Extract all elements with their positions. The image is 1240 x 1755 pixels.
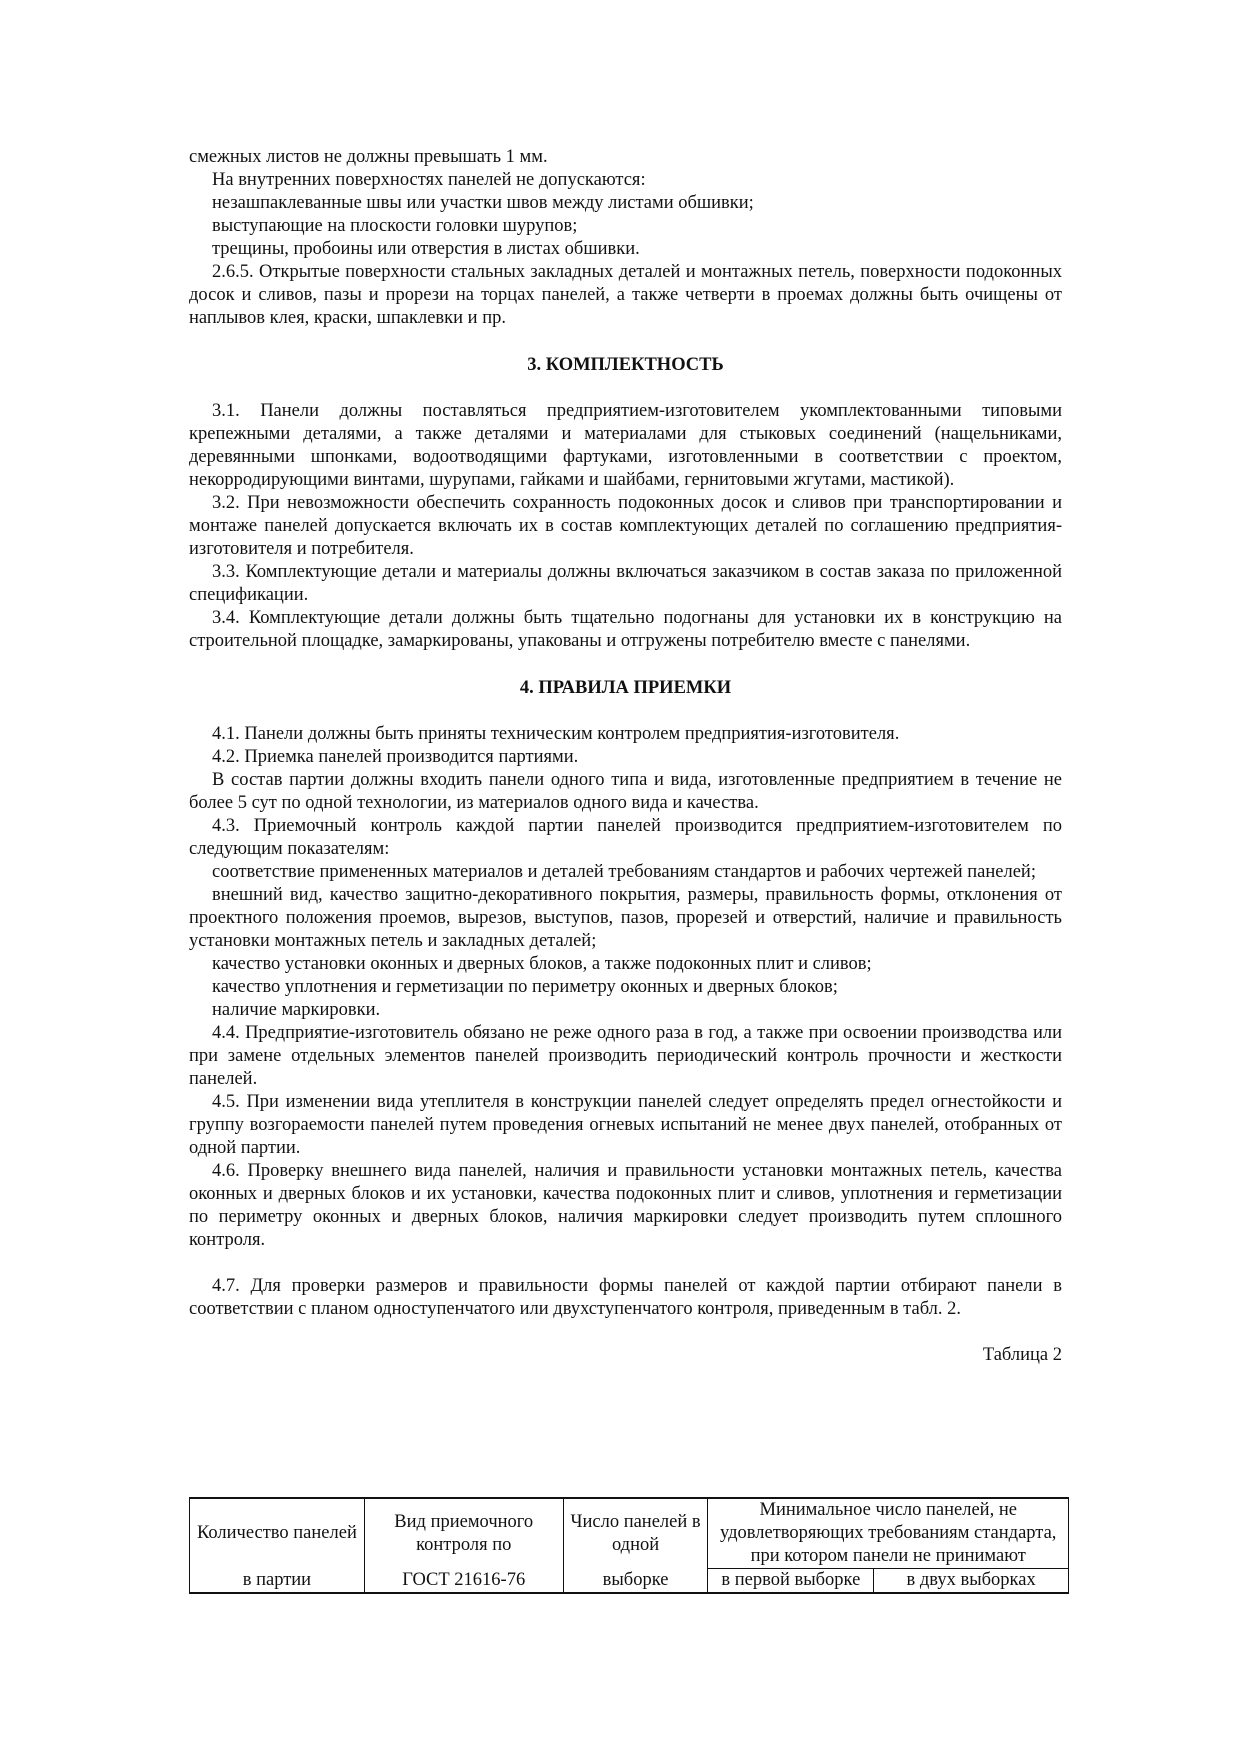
paragraph: 3.3. Комплектующие детали и материалы должны включаться заказчиком в состав заказа по приложенной спецификации. xyxy=(189,562,1062,605)
list-item: качество уплотнения и герметизации по периметру оконных и дверных блоков; xyxy=(212,977,838,997)
paragraph: 4.3. Приемочный контроль каждой партии панелей производится предприятием-изготовителем по следующим показателям: xyxy=(189,816,1062,859)
list-item: внешний вид, качество защитно-декоративного покрытия, размеры, правильность формы, отклонения от проектного положения проемов, вырезов, выступов, пазов, прорезей и отверстий, наличие и правильность установки монтажных петель и закладных деталей; xyxy=(189,885,1062,951)
list-item: качество установки оконных и дверных блоков, а также подоконных плит и сливов; xyxy=(212,954,872,974)
section-title-4: 4. ПРАВИЛА ПРИЕМКИ xyxy=(519,678,732,698)
paragraph: 3.4. Комплектующие детали должны быть тщательно подогнаны для установки их в конструкцию на строительной площадке, замаркированы, упакованы и отгружены потребителю вместе с панелями. xyxy=(189,608,1062,651)
table-header-cell: в двух выборках xyxy=(874,1569,1069,1594)
table-header-cell: выборке xyxy=(563,1569,708,1594)
paragraph: 2.6.5. Открытые поверхности стальных закладных деталей и монтажных петель, поверхности подоконных досок и сливов, пазы и прорези на торцах панелей, а также четверти в проемах должны быть очищены от наплывов клея, краски, шпаклевки и пр. xyxy=(189,262,1062,328)
list-item: соответствие примененных материалов и деталей требованиям стандартов и рабочих чертежей панелей; xyxy=(212,862,1036,882)
document-page xyxy=(189,146,1062,1367)
table-header-cell: в первой выборке xyxy=(708,1569,874,1594)
paragraph: 4.1. Панели должны быть приняты техническим контролем предприятия-изготовителя. xyxy=(212,724,900,744)
paragraph: На внутренних поверхностях панелей не допускаются: xyxy=(212,170,646,190)
table-header-cell: Вид приемочного контроля по xyxy=(364,1498,563,1569)
paragraph: В состав партии должны входить панели одного типа и вида, изготовленные предприятием в течение не более 5 сут по одной технологии, из материалов одного вида и качества. xyxy=(189,770,1062,813)
paragraph: 4.7. Для проверки размеров и правильности формы панелей от каждой партии отбирают панели в соответствии с планом одноступенчатого или двухступенчатого контроля, приведенным в табл. 2. xyxy=(189,1276,1062,1319)
table-caption: Таблица 2 xyxy=(982,1345,1062,1365)
paragraph: 4.2. Приемка панелей производится партиями. xyxy=(212,747,579,767)
list-item: трещины, пробоины или отверстия в листах обшивки. xyxy=(212,239,640,259)
table-header-cell: ГОСТ 21616-76 xyxy=(364,1569,563,1594)
table-header-cell: Минимальное число панелей, не удовлетворяющих требованиям стандарта, при котором панели не принимают xyxy=(708,1498,1069,1569)
section-title-3: 3. КОМПЛЕКТНОСТЬ xyxy=(527,355,724,375)
table-header-cell: в партии xyxy=(190,1569,365,1594)
table-header-cell: Количество панелей xyxy=(190,1498,365,1569)
paragraph: 4.5. При изменении вида утеплителя в конструкции панелей следует определять предел огнестойкости и группу возгораемости панелей путем проведения огневых испытаний не менее двух панелей, отобранных от одной партии. xyxy=(189,1092,1062,1158)
list-item: наличие маркировки. xyxy=(212,1000,381,1020)
paragraph: 4.4. Предприятие-изготовитель обязано не реже одного раза в год, а также при освоении производства или при замене отдельных элементов панелей производить периодический контроль прочности и жесткости панелей. xyxy=(189,1023,1062,1089)
paragraph: 3.1. Панели должны поставляться предприятием-изготовителем укомплектованными типовыми крепежными деталями, а также деталями и материалами для стыковых соединений (нащельниками, деревянными шпонками, водоотводящими фартуками, изготовленными в соответствии с проектом, некорродирующими винтами, шурупами, гайками и шайбами, гернитовыми жгутами, мастикой). xyxy=(189,401,1062,490)
table-2 xyxy=(189,1497,1069,1594)
table-header-cell: Число панелей в одной xyxy=(563,1498,708,1569)
list-item: выступающие на плоскости головки шурупов; xyxy=(212,216,578,236)
paragraph: 4.6. Проверку внешнего вида панелей, наличия и правильности установки монтажных петель, качества оконных и дверных блоков и их установки, качества подоконных плит и сливов, уплотнения и герметизации по периметру оконных и дверных блоков, наличия маркировки следует производить путем сплошного контроля. xyxy=(189,1161,1062,1250)
paragraph: 3.2. При невозможности обеспечить сохранность подоконных досок и сливов при транспортировании и монтаже панелей допускается включать их в состав комплектующих деталей по соглашению предприятия-изготовителя и потребителя. xyxy=(189,493,1062,559)
paragraph: смежных листов не должны превышать 1 мм. xyxy=(189,147,548,167)
list-item: незашпаклеванные швы или участки швов между листами обшивки; xyxy=(212,193,754,213)
